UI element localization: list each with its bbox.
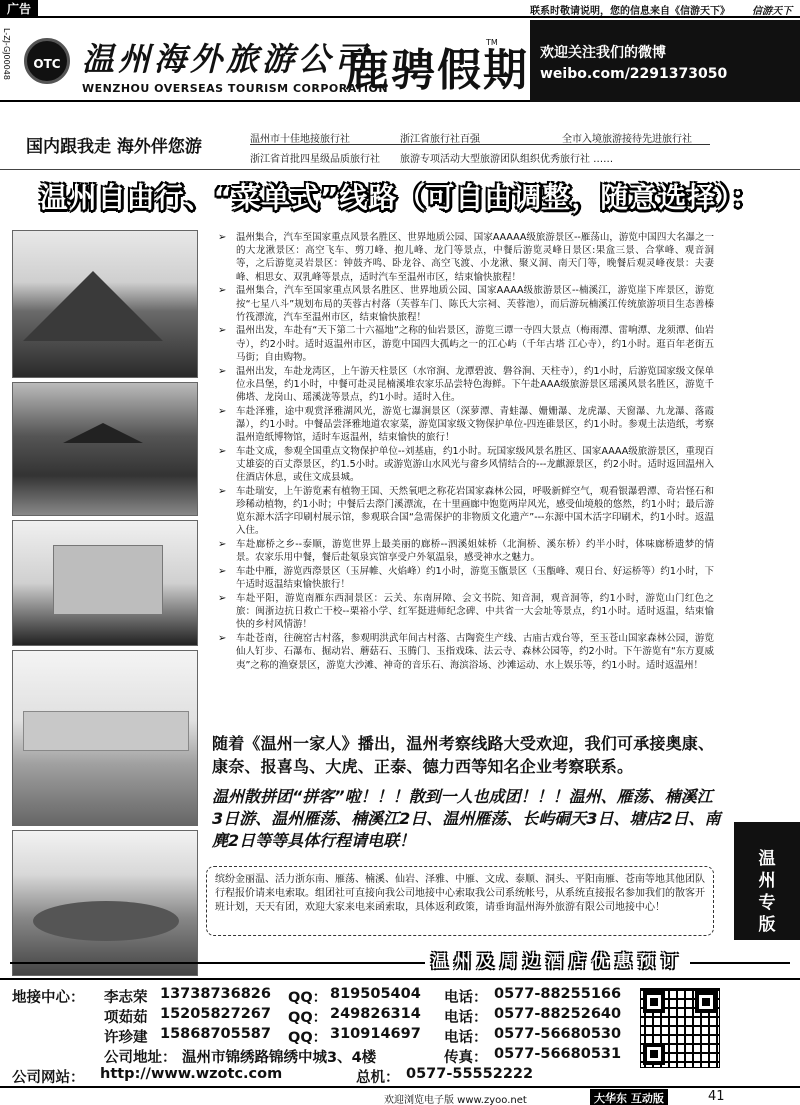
list-item: ➢ 车赴廊桥之乡--泰顺，游览世界上最美丽的廊桥--泗溪姐妹桥（北涧桥、溪东桥）约半小时，体味廊桥遗梦的情景。农家乐用中餐，餐后赴氡泉宾馆享受户外氡温泉，感受神水之魅力。 (218, 538, 714, 564)
contact-tel[interactable]: 0577-88255166 (494, 986, 622, 1002)
company-banner (0, 20, 530, 102)
contact-tel[interactable]: 0577-56680530 (494, 1026, 622, 1042)
list-item: ➢ 车赴苍南，往碗窑古村落，参观明洪武年间古村落、古陶瓷生产线、古庙古戏台等，至玉苍山国家森林公园，游览仙人钉步、石瀑布、掘动岩、蘑菇石、玉腾门、玉指戏珠、法云寺、森林公园等，约2小时。下午游览有“东方夏威夷”之称的渔寮景区，游览大沙滩、神奇的音乐石、海滨浴场、沙滩运动、水上娱乐等，约1小时。适时返温州！ (218, 632, 714, 672)
photo-mountain (12, 230, 198, 378)
honor-item: 全市入境旅游接待先进旅行社 (562, 134, 692, 145)
main-title: 温州自由行、“菜单式”线路（可自由调整，随意选择）： (39, 181, 761, 214)
footer-welcome: 欢迎浏览电子版 www.zyoo.net (384, 1095, 527, 1105)
qq-label: QQ： (288, 990, 328, 1006)
honor-item: 浙江省首批四星级品质旅行社 (250, 154, 380, 165)
otc-logo-icon: OTC (24, 38, 70, 84)
company-name-en: WENZHOU OVERSEAS TOURISM CORPORATION (82, 82, 389, 95)
license-code: L-ZJ-GJ00048 (2, 28, 11, 80)
section-tab-label: 温州专版 (758, 849, 776, 935)
photo-building (12, 520, 198, 646)
fax-number: 0577-56680531 (494, 1046, 622, 1062)
qq-label: QQ： (288, 1030, 328, 1046)
company-name-cn: 温州海外旅游公司 (82, 40, 371, 78)
contact-tel[interactable]: 0577-88252640 (494, 1006, 622, 1022)
top-bar (0, 0, 800, 18)
tel-label: 电话： (444, 990, 488, 1006)
tel-label: 电话： (444, 1010, 488, 1026)
list-item: ➢ 车赴文成，参观全国重点文物保护单位--刘基庙，约1小时。玩国家级风景名胜区、国家AAAA级旅游景区，重现百丈雄姿的百丈漈景区，约1.5小时。或游览游山水风光与畲乡风情结合的---龙麒源景区，约2小时。适时返回温州入住酒店休息，或住文成县城。 (218, 445, 714, 485)
honor-item: 温州市十佳地接旅行社 (250, 134, 350, 145)
list-item: ➢ 车赴泽雅，途中观赏泽雅湖风光，游览七瀑涧景区（深萝潭、青蛙瀑、姗姗瀑、龙虎瀑、天窗瀑、九龙瀑、落霞瀑），约1小时。中餐品尝泽雅地道农家菜，游览国家级文物保护单位-四连碓景区，约1小时。参观土法造纸，考察温州造纸博物馆，适时车返温州，结束愉快的旅行！ (218, 405, 714, 445)
company-address: 温州市锦绣路锦绣中城3、4楼 (182, 1050, 377, 1066)
qq-label: QQ： (288, 1010, 328, 1026)
edition-badge: 大华东 互动版 (590, 1089, 668, 1105)
contact-center-label: 地接中心： (12, 990, 85, 1006)
website-link[interactable]: http://www.wzotc.com (100, 1066, 283, 1082)
photo-column (12, 230, 198, 976)
tel-label: 电话： (444, 1030, 488, 1046)
contact-qq[interactable]: 310914697 (330, 1026, 421, 1042)
list-item: ➢ 温州集合，汽车至国家重点风景名胜区、世界地质公园、国家AAAA级旅游景区--楠溪江，游览崖下库景区，游览按“七星八斗”规划布局的芙蓉古村落（芙蓉车门、陈氏大宗祠、芙蓉池），而后游玩楠溪江传统旅游项目生态善榛竹筏漂流，汽车至温州市区，结束愉快旅程！ (218, 284, 714, 324)
holiday-brand: 鹿骋假期 (345, 45, 529, 96)
honor-item: 旅游专项活动大型旅游团队组织优秀旅行社 …… (400, 154, 614, 165)
hotel-banner-text: 温州及周边酒店优惠预订 (425, 948, 690, 976)
note-box: 缤纷金丽温、活力浙东南、雁荡、楠溪、仙岩、泽雅、中雁、文成、泰顺、洞头、平阳南雁、苍南等地其他团队行程报价请来电索取。组团社可直接向我公司地接中心索取我公司系统帐号，从系统直接报名参加我们的散客开班计划，天天有团，欢迎大家来电来函索取，具体返利政策，请垂询温州海外旅游有限公司地接中心！ (206, 866, 714, 936)
list-item: ➢ 温州出发，车赴龙湾区，上午游天柱景区（水帘涧、龙潭碧波、磐谷涧、天柱寺），约1小时，后游览国家级文保单位永昌堡，约1小时，中餐可赴灵昆楠溪堆农家乐品尝特色海鲜。下午赴AAA级旅游景区瑶溪风景名胜区，游览千佛塔、龙岗山、瑶溪泷等景点，约1小时。适时入住。 (218, 365, 714, 405)
contact-mobile[interactable]: 13738736826 (160, 986, 271, 1002)
contact-qq[interactable]: 819505404 (330, 986, 421, 1002)
header (0, 20, 800, 102)
weibo-panel (530, 20, 800, 102)
hotel-banner (0, 948, 800, 976)
contact-name: 许珍建 (104, 1030, 148, 1046)
contact-qq[interactable]: 249826314 (330, 1006, 421, 1022)
promo-enterprise: 随着《温州一家人》播出，温州考察线路大受欢迎，我们可承接奥康、康奈、报喜鸟、大虎、正泰、德力西等知名企业考察联系。 (212, 734, 715, 776)
contact-mobile[interactable]: 15205827267 (160, 1006, 271, 1022)
honor-divider (250, 144, 710, 145)
itinerary-list (218, 231, 714, 672)
general-number[interactable]: 0577-55552222 (406, 1066, 534, 1082)
slogan: 国内跟我走 海外伴您游 (26, 137, 202, 157)
publication-mark: 信游天下 (752, 6, 792, 17)
honor-item: 浙江省旅行社百强 (400, 134, 480, 145)
list-item: ➢ 温州出发，车赴有“天下第二十六福地”之称的仙岩景区，游览三谭一寺四大景点（梅雨潭、雷响潭、龙须潭、仙岩寺），约2小时。适时返温州市区，游览中国四大孤屿之一的江心屿（千年古塔 江心寺），约1小时。逛百年老街五马街；自由购物。 (218, 324, 714, 364)
list-item: ➢ 车赴平阳，游览南雁东西洞景区：云关、东南屏障、会文书院、知音洞，观音洞等，约1小时，游览山门红色之旅：闽浙边抗日救亡干校--栗裕小学、红军挺进师纪念碑、中共省一大会址等景点，约1小时。适时返温，结束愉快的乡村风情游！ (218, 592, 714, 632)
qr-code-icon (640, 988, 720, 1068)
photo-pavilion (12, 382, 198, 516)
fax-label: 传真： (444, 1050, 488, 1066)
list-item: ➢ 温州集合，汽车至国家重点风景名胜区、世界地质公园、国家AAAAA级旅游景区--雁荡山，游览中国四大名瀑之一的大龙湫景区：高空飞车、剪刀峰、抱儿峰、龙门等景点，中餐后游览灵峰日景区:果盒三景、合掌峰、观音洞等，之后游览灵岩景区：钟鼓齐鸣、卧龙谷、高空飞渡、小龙湫、聚义洞、南天门等，晚餐后观灵峰夜景：夫妻峰、相思女、双乳峰等景点，适时汽车至温州市区，结束愉快旅程！ (218, 231, 714, 284)
promo-group: 温州散拼团“拼客”啦！！！散到一人也成团！！！温州、雁荡、楠溪江3日游、温州雁荡、楠溪江2日、温州雁荡、长屿硐天3日、塘店2日、南麂2日等等具体行程请电联！ (212, 787, 721, 850)
contact-name: 项茹茹 (104, 1010, 148, 1026)
weibo-title: 欢迎关注我们的微博 (540, 45, 666, 61)
trademark: TM (486, 38, 498, 47)
general-label: 总机： (356, 1070, 400, 1086)
list-item: ➢ 车赴中雁，游览西漈景区（玉屏帷、火焰峰）约1小时，游览玉甑景区（玉甑峰、观日台、好运桥等）约1小时，下午适时返温结束愉快旅行！ (218, 565, 714, 591)
ad-tag: 广告 (0, 0, 38, 18)
list-item: ➢ 车赴瑞安，上午游览素有植物王国、天然氧吧之称花岩国家森林公园，呼吸新鲜空气，观看银瀑碧潭、奇岩怪石和珍稀动植物，约1小时；中餐后去漈门溪漂流，在十里画廊中饱览两岸风光，感受仙境般的悠然，约1小时；最后游览东源木活字印刷村展示馆，参观联合国“急需保护的非物质文化遗产”---东源中国木活字印刷术，约1小时。返温入住。 (218, 485, 714, 538)
slogan-row (0, 112, 800, 170)
contact-name: 李志荣 (104, 990, 148, 1006)
contact-section (0, 978, 800, 1086)
source-notice: 联系时敬请说明，您的信息来自《信游天下》 (530, 6, 730, 17)
address-label: 公司地址： (104, 1050, 177, 1066)
weibo-link[interactable]: weibo.com/2291373050 (540, 66, 728, 82)
section-tab (734, 822, 800, 940)
website-label: 公司网站： (12, 1070, 85, 1086)
contact-mobile[interactable]: 15868705587 (160, 1026, 271, 1042)
page-number: 41 (708, 1089, 725, 1104)
photo-flags (12, 650, 198, 826)
footer (0, 1086, 800, 1105)
